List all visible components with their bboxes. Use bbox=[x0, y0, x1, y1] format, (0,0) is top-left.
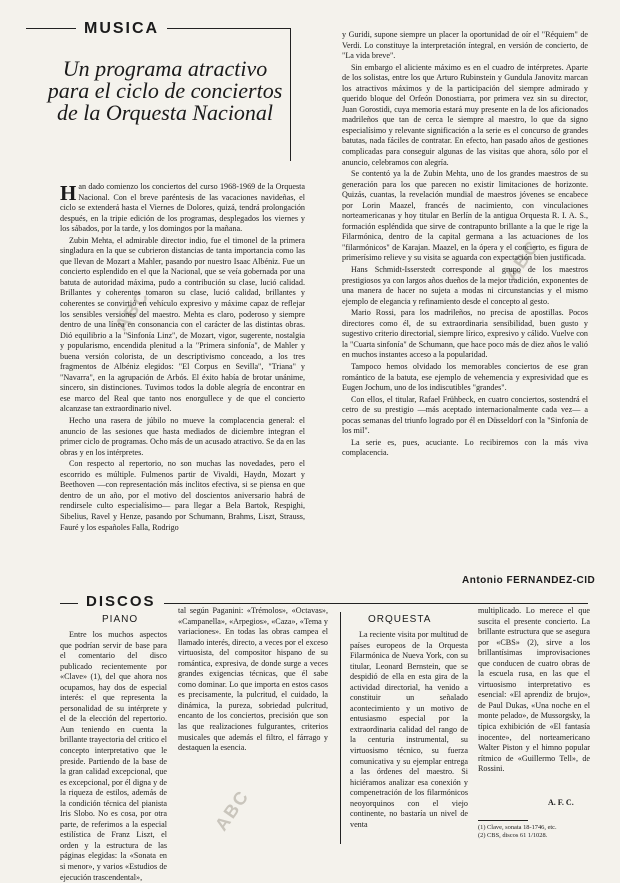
review-text: multiplicado. Lo merece el que suscita el presente concierto. La brillante estructura que se asegura por «CBS» (2), sirve a los brillantísimas improvisaciones que conducen de cuatro obras de la escuela rusa, en las que el virtuosismo interpretativo es esencial: «El aprendiz de brujo», de Paul Dukas, «Una noche en el monte pelado», de Mussorgsky, la típica exhibición de «El fantasía inocente», del norteamericano Walter Piston y el himno popular rítmico de «Guillermo Tell», de Rossini. bbox=[478, 606, 590, 774]
discos-section-label: DISCOS bbox=[78, 593, 164, 610]
review-text: tal según Paganini: «Trémolos», «Octavas», «Campanella», «Arpegios», «Caza», «Tema y variaciones». En todas las obras campea el llamado interés, directo, a veces por el exceso virtuosista, del compositor hispano de su romántica, expresiva, de donde surge a veces grandes exigencias técnicas, que él sabe como dominar. Lo que importa en estos casos es precisamente, la pulcritud, el cuidado, la dinámica, la pureza, sobriedad pulcritud, encanto de los conciertos, precisión que son las que realizaciones fulgurantes, criterios musicales que además el filtro, el fárrago y destaquen la esencia. bbox=[178, 606, 328, 753]
article-paragraph: Sin embargo el aliciente máximo es en el cuadro de intérpretes. Aparte de los solistas, entre los que Arturo Rubinstein y Gundula Janovitz marcan los atractivos máximos y de la participación del siempre admirado y querido bloque del Orfeón Donostiarra, por primera vez sin su director, Juan Gorostidi, cuya memoria estará muy presente en la de los aficionados madrileños que tan de cerca le siempre al maestro, lo que da signo especialísimo y relevante significación a la serie es el concurso de grandes batutas, nada fáciles de contratar. En efecto, han pasado años de gestiones complicadas para conseguir algunas de las visitas que ahora, sólo por el anuncio, celebramos con alegría. bbox=[342, 62, 588, 167]
headline-line-1: Un programa atractivo bbox=[62, 56, 268, 81]
column-rule bbox=[340, 612, 341, 844]
article-headline bbox=[40, 58, 290, 124]
footnote: (2) CBS, discos 61 1/1028. bbox=[478, 832, 548, 839]
article-paragraph: y Guridi, supone siempre un placer la oportunidad de oír el "Réquiem" de Verdi. Lo constituye la interpretación íntegral, en versión de concierto, de "La vida breve". bbox=[342, 30, 588, 61]
article-paragraph: La serie es, pues, acuciante. Lo recibiremos con la más viva complacencia. bbox=[342, 437, 588, 458]
article-paragraph: Hans Schmidt-Isserstedt corresponde al grupo de los maestros prestigiosos ya con largos años dueños de la mejor tradición, exponentes de una manera de hacer no sujeta a modas ni circunstancias y el mismo ejemplo de elegancia y refinamiento desde el concepto al gesto. bbox=[342, 265, 588, 306]
piano-review-col-2 bbox=[178, 606, 328, 846]
article-paragraph: Mario Rossi, para los madrileños, no precisa de apostillas. Pocos directores como él, de su extraordinaria sensibilidad, buen gusto y sugestivo criterio directorial, siempre lírico, expresivo y cálido. Vuelve con la "Cuarta sinfonía" de Schumann, que hace poco más de diez años le valió en muchos instantes acceso a la popularidad. bbox=[342, 308, 588, 360]
review-initials: A. F. C. bbox=[548, 798, 574, 807]
article-column-right bbox=[342, 30, 588, 562]
article-paragraph: Han dado comienzo los conciertos del curso 1968-1969 de la Orquesta Nacional. Con el breve paréntesis de las vacaciones navideñas, el ciclo se extenderá hasta el Viernes de Dolores, quizá, tendrá prolongación después, en la tripie edición de los programas, desplegados los viernes y los sábados, por la tarde, y los domingos por la mañana. bbox=[60, 181, 305, 234]
review-text: La reciente visita por multitud de países europeos de la Orquesta Filarmónica de Nueva York, con su titular, Leonard Bernstein, que se despidió de ella en esta gira de la actividad directorial, ha venido a constituir un señalado acontecimiento y un motivo de entusiasmo especial por la extraordinaria calidad del rango de la centuria instrumental, su virtuosismo técnico, su fuerza comunicativa y su ejemplar entrega a las órdenes del maestro. Si hiciéramos analizar esa conexión y compenetración de los filarmónicos neoyorquinos con el viejo continente, no bastaría un nivel de venta bbox=[350, 630, 468, 829]
article-paragraph: Zubin Mehta, el admirable director indio, fue el timonel de la primera singladura en la que se cubrieron distancias de tanta importancia como las que llevan de Mozart a Mahler, pasando por nuestro Isaac Albéniz. Fue un concierto esplendido en el que la Nacional, que se veía gobernada por una batuta de autoridad máxima, pudo a contribución su clase, lució calidad. Brillantes y coherentes tomaron su clase, lució calidad, brillantes y coherentes se convirtió en vehículo expresivo y máxime capaz de reflejar los sensibles versiones del maestro. Mehta es claro, poderoso y siempre dentro de una línea en consonancia con el carácter de las distintas obras. Dió equilibrio a la "Sinfonía Linz", de Mozart, vigor, sugerente, nostalgia y popularismo, encendida plenitud a la "Primera sinfonía", de Mahler y buena versión colorista, de un descriptivismo conceado, a los tres fragmentos de Albéniz elegidos: "El Corpus en Sevilla", "Triana" y "Navarra", en la agrupación de Arbós. El éxito había de brotar unánime, sincero, sin distinciones. Tuvimos todos la doble alegría de encontrar en ese marco del Real que tanto nos enorgullece y de que el concierto alcanzase tan extraordinario nivel. bbox=[60, 235, 305, 414]
article-paragraph: Hecho una rasera de júbilo no mueve la complacencia general: el anuncio de las sesiones que hasta mediados de diciembre integran el primer ciclo de programas. Ocho más de un acusado atractivo. Se da en las obras y en los intérpretes. bbox=[60, 416, 305, 457]
orquesta-review-col-1 bbox=[350, 630, 468, 858]
headline-line-3: de la Orquesta Nacional bbox=[56, 100, 274, 125]
article-paragraph: Con ellos, el titular, Rafael Frühbeck, en cuatro conciertos, sostendrá el cetro de su prestigio —más aceptado internacionalmente cada vez— a pocas semanas del triunfo logrado por él en Düsseldorf con la "Sinfonía de los mil". bbox=[342, 394, 588, 436]
watermark: ABC bbox=[500, 236, 544, 285]
drop-cap: H bbox=[60, 181, 77, 205]
footnote: (1) Clave, sonata 18-1746, etc. bbox=[478, 824, 557, 831]
author-signature: Antonio FERNANDEZ-CID bbox=[462, 575, 596, 586]
orquesta-subhead: ORQUESTA bbox=[368, 614, 432, 625]
article-column-left bbox=[60, 182, 305, 578]
article-paragraph: Se contentó ya la de Zubin Mehta, uno de los grandes maestros de su generación para los que parecen no existir limitaciones de horizonte. Quizás, cuantas, la revelación mundial de maestros jóvenes se encabece por Lorin Maazel, francés de nacimiento, con vinculaciones norteamericanas y hoy titular en Berlín de la antigua Orquesta R. I. A. S., formación espléndida que sirve de contrapunto brillante a la que le rige la Filarmónica, dentro de la capital germana a las actuaciones de los "filarmónicos" de Karajan. Maazel, en la ópera y el concierto, es figura de primerísimo relieve y su visita se aguarda con expectación bien justificada. bbox=[342, 169, 588, 263]
article-paragraph: Tampoco hemos olvidado los memorables conciertos de ese gran romántico de la batuta, ese ejemplo de vehemencia y expresividad que es Eugen Jochum, uno de los indiscutibles "grandes". bbox=[342, 361, 588, 393]
watermark: ABC bbox=[110, 286, 154, 335]
review-text: Entre los muchos aspectos que podrían servir de base para el comentario del disco publicado recientemente por «Clave» (1), del que ahora nos ocupamos, hay dos de especial interés: el que representa la personalidad de su intérprete y el de la elección del repertorio. Aun teniendo en cuenta la brillante trayectoria del critico el concepto interpretativo que le preside. Partiendo de la base de la gran calidad excepcional, que es excepcional, por él digna y de la riqueza de estilos, además de la condición técnica del pianista Iris Slobo. No es cosa, por otra parte, de referimos a la especial estilística de Franz Liszt, el orden y la estructura de las páginas elegidas: la «Sonata en si menor», y varios «Estudios de ejecución trascendental», bbox=[60, 630, 167, 882]
piano-subhead: PIANO bbox=[102, 614, 139, 625]
piano-review-col-1 bbox=[60, 630, 167, 882]
article-paragraph: Con respecto al repertorio, no son muchas las novedades, pero el escorrido es múltiple. Fulmenos partir de Vivaldi, Haydn, Mozart y Beethoven —con representación más inclitos efectiva, si se piensa en que dentro de un año, por el motivo del doscientos aniversario habrá de rendirsele culto especialísimo— para llegar a Bela Bartok, Respighi, Sibelius, Ravel y Henze, pasando por Schumann, Brahms, Liszt, Strauss, Fauré y los españoles Falla, Rodrigo bbox=[60, 459, 305, 532]
footnote-rule bbox=[478, 820, 528, 821]
musica-section-label: MUSICA bbox=[76, 20, 167, 38]
headline-line-2: para el ciclo de conciertos bbox=[47, 78, 283, 103]
orquesta-review-col-2 bbox=[478, 606, 590, 794]
watermark: ABC bbox=[210, 786, 254, 835]
